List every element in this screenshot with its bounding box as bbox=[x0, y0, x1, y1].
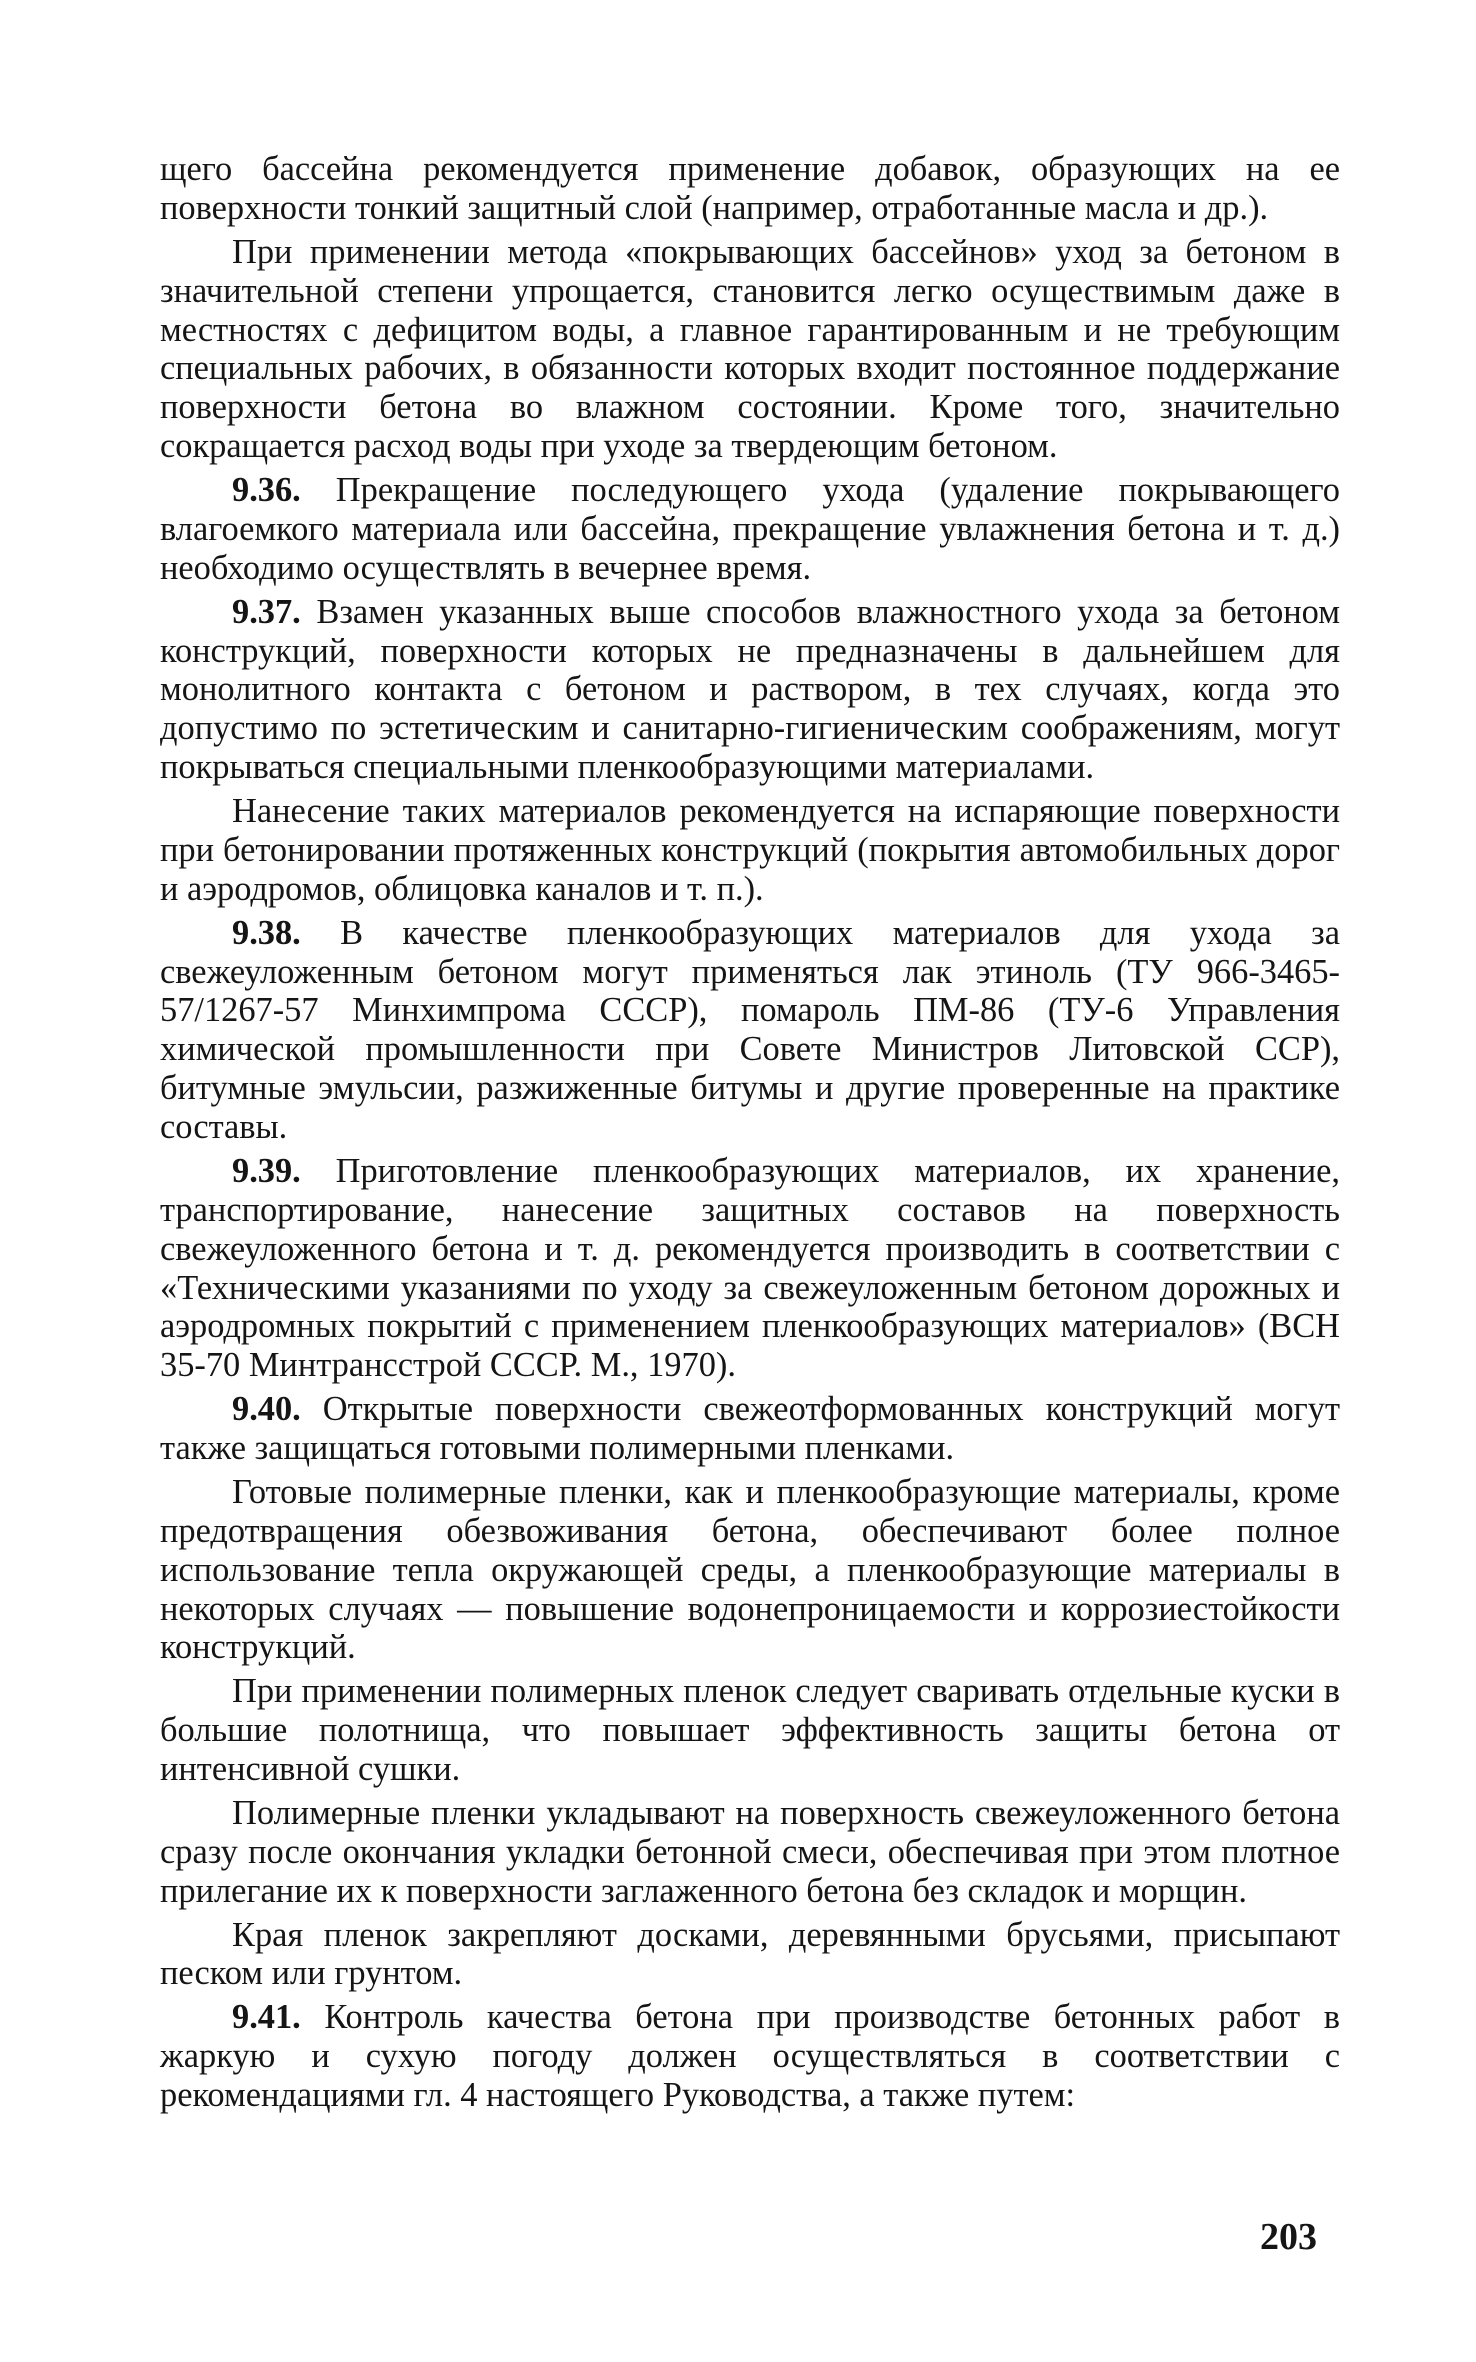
paragraph-text: При применении полимерных пленок следует сваривать отдельные куски в большие полотнища, что повышает эффективность защиты бетона от интенсивной сушки. bbox=[160, 1672, 1340, 1788]
clause-9-37 bbox=[160, 593, 1340, 787]
page-body bbox=[160, 150, 1340, 2120]
paragraph bbox=[160, 1794, 1340, 1911]
paragraph bbox=[160, 1672, 1340, 1789]
clause-number: 9.40. bbox=[232, 1390, 301, 1429]
clause-9-36 bbox=[160, 471, 1340, 588]
paragraph-text: В качестве пленкообразующих материалов для ухода за свежеуложенным бетоном могут применяться лак этиноль (ТУ 966-3465-57/1267-57 Минхимпрома СССР), помароль ПМ-86 (ТУ-6 Управления химической промышленности при Совете Министров Литовской ССР), битумные эмульсии, разжиженные битумы и другие проверенные на практике составы. bbox=[160, 913, 1340, 1146]
paragraph-text: Контроль качества бетона при производстве бетонных работ в жаркую и сухую погоду должен осуществляться в соответствии с рекомендациями гл. 4 настоящего Руководства, а также путем: bbox=[160, 1998, 1340, 2114]
paragraph-text: Края пленок закрепляют досками, деревянными брусьями, присыпают песком или грунтом. bbox=[160, 1915, 1340, 1993]
clause-number: 9.39. bbox=[232, 1151, 301, 1190]
paragraph-text: Полимерные пленки укладывают на поверхность свежеуложенного бетона сразу после окончания укладки бетонной смеси, обеспечивая при этом плотное прилегание их к поверхности заглаженного бетона без складок и морщин. bbox=[160, 1793, 1340, 1910]
clause-9-39 bbox=[160, 1152, 1340, 1385]
paragraph-text: Взамен указанных выше способов влажностного ухода за бетоном конструкций, поверхности которых не предназначены в дальнейшем для монолитного контакта с бетоном и раствором, в тех случаях, когда это допустимо по эстетическим и санитарно-гигиеническим соображениям, могут покрываться специальными пленкообразующими материалами. bbox=[160, 592, 1340, 787]
page-number: 203 bbox=[1260, 2216, 1317, 2258]
clause-9-40 bbox=[160, 1390, 1340, 1468]
paragraph-text: щего бассейна рекомендуется применение добавок, образующих на ее поверхности тонкий защитный слой (например, отработанные масла и др.). bbox=[160, 150, 1340, 227]
clause-9-38 bbox=[160, 914, 1340, 1147]
paragraph-continuation bbox=[160, 150, 1340, 228]
paragraph bbox=[160, 1473, 1340, 1667]
paragraph bbox=[160, 792, 1340, 909]
paragraph bbox=[160, 1916, 1340, 1994]
paragraph-text: При применении метода «покрывающих бассейнов» уход за бетоном в значительной степени упрощается, становится легко осуществимым даже в местностях с дефицитом воды, а главное гарантированным и не требующим специальных рабочих, в обязанности которых входит постоянное поддержание поверхности бетона во влажном состоянии. Кроме того, значительно сокращается расход воды при уходе за твердеющим бетоном. bbox=[160, 232, 1340, 466]
clause-9-41 bbox=[160, 1998, 1340, 2115]
clause-number: 9.41. bbox=[232, 1998, 301, 2037]
paragraph-text: Прекращение последующего ухода (удаление покрывающего влагоемкого материала или бассейна, прекращение увлажнения бетона и т. д.) необходимо осуществлять в вечернее время. bbox=[160, 471, 1340, 587]
paragraph-text: Приготовление пленкообразующих материалов, их хранение, транспортирование, нанесение защитных составов на поверхность свежеуложенного бетона и т. д. рекомендуется производить в соответствии с «Техническими указаниями по уходу за свежеуложенным бетоном дорожных и аэродромных покрытий с применением пленкообразующих материалов» (ВСН 35-70 Минтрансстрой СССР. М., 1970). bbox=[160, 1151, 1340, 1385]
paragraph-text: Открытые поверхности свежеотформованных конструкций могут также защищаться готовыми полимерными пленками. bbox=[160, 1390, 1340, 1467]
paragraph bbox=[160, 233, 1340, 466]
clause-number: 9.38. bbox=[232, 913, 301, 952]
paragraph-text: Нанесение таких материалов рекомендуется на испаряющие поверхности при бетонировании протяженных конструкций (покрытия автомобильных дорог и аэродромов, облицовка каналов и т. п.). bbox=[160, 792, 1340, 908]
clause-number: 9.36. bbox=[232, 471, 301, 509]
clause-number: 9.37. bbox=[232, 592, 301, 631]
paragraph-text: Готовые полимерные пленки, как и пленкообразующие материалы, кроме предотвращения обезвоживания бетона, обеспечивают более полное использование тепла окружающей среды, а пленкообразующие материалы в некоторых случаях — повышение водонепроницаемости и коррозиестойкости конструкций. bbox=[160, 1472, 1340, 1667]
